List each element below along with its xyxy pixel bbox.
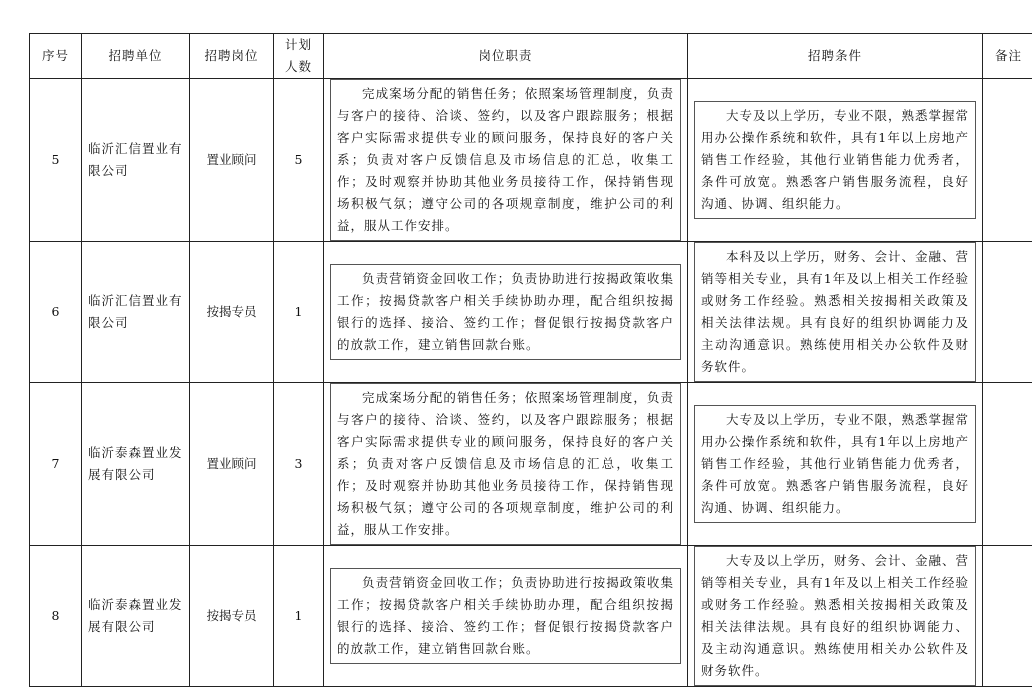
row-count: 1	[274, 546, 324, 687]
row-unit: 临沂泰森置业发展有限公司	[82, 383, 190, 546]
table-row	[30, 79, 1032, 242]
row-no: 6	[30, 242, 82, 383]
row-unit: 临沂汇信置业有限公司	[82, 242, 190, 383]
row-duty-cell	[324, 546, 688, 687]
row-no: 5	[30, 79, 82, 242]
header-unit: 招聘单位	[82, 34, 190, 79]
row-duty-cell	[324, 242, 688, 383]
header-plan: 计划人数	[274, 34, 324, 79]
row-requirements-cell	[688, 546, 983, 687]
row-remark	[983, 79, 1032, 242]
header-requirements: 招聘条件	[688, 34, 983, 79]
table-row	[30, 546, 1032, 687]
row-duty-cell	[324, 383, 688, 546]
recruitment-table	[29, 33, 1032, 687]
row-requirements-cell	[688, 383, 983, 546]
row-no: 7	[30, 383, 82, 546]
table-row	[30, 242, 1032, 383]
row-count: 1	[274, 242, 324, 383]
row-remark	[983, 383, 1032, 546]
header-row	[30, 34, 1032, 79]
row-duty: 完成案场分配的销售任务；依照案场管理制度，负责与客户的接待、洽谈、签约，以及客户跟踪服务；根据客户实际需求提供专业的顾问服务，保持良好的客户关系；负责对客户反馈信息及市场信息的汇总，收集工作；及时观察并协助其他业务员接待工作，保持销售现场积极气氛；遵守公司的各项规章制度，维护公司的利益，服从工作安排。	[337, 387, 674, 541]
row-no: 8	[30, 546, 82, 687]
row-unit: 临沂汇信置业有限公司	[82, 79, 190, 242]
row-position: 置业顾问	[190, 79, 274, 242]
row-requirements-cell	[688, 79, 983, 242]
row-position: 置业顾问	[190, 383, 274, 546]
row-duty: 完成案场分配的销售任务；依照案场管理制度，负责与客户的接待、洽谈、签约，以及客户跟踪服务；根据客户实际需求提供专业的顾问服务，保持良好的客户关系；负责对客户反馈信息及市场信息的汇总，收集工作；及时观察并协助其他业务员接待工作，保持销售现场积极气氛；遵守公司的各项规章制度，维护公司的利益，服从工作安排。	[337, 83, 674, 237]
header-remark: 备注	[983, 34, 1032, 79]
row-duty-cell	[324, 79, 688, 242]
header-position: 招聘岗位	[190, 34, 274, 79]
row-count: 3	[274, 383, 324, 546]
row-requirements-cell	[688, 242, 983, 383]
row-remark	[983, 546, 1032, 687]
row-position: 按揭专员	[190, 242, 274, 383]
row-position: 按揭专员	[190, 546, 274, 687]
row-requirements: 大专及以上学历，专业不限，熟悉掌握常用办公操作系统和软件，具有1年以上房地产销售工作经验，其他行业销售能力优秀者，条件可放宽。熟悉客户销售服务流程，良好沟通、协调、组织能力。	[701, 105, 969, 215]
header-no: 序号	[30, 34, 82, 79]
row-requirements: 大专及以上学历，财务、会计、金融、营销等相关专业，具有1年及以上相关工作经验或财务工作经验。熟悉相关按揭相关政策及相关法律法规。具有良好的组织协调能力、及主动沟通意识。熟练使用相关办公软件及财务软件。	[701, 550, 969, 682]
row-unit: 临沂泰森置业发展有限公司	[82, 546, 190, 687]
row-requirements: 大专及以上学历，专业不限，熟悉掌握常用办公操作系统和软件，具有1年以上房地产销售工作经验，其他行业销售能力优秀者，条件可放宽。熟悉客户销售服务流程，良好沟通、协调、组织能力。	[701, 409, 969, 519]
table-row	[30, 383, 1032, 546]
row-duty: 负责营销资金回收工作；负责协助进行按揭政策收集工作；按揭贷款客户相关手续协助办理，配合组织按揭银行的选择、接洽、签约工作；督促银行按揭贷款客户的放款工作，建立销售回款台账。	[337, 268, 674, 356]
row-remark	[983, 242, 1032, 383]
row-count: 5	[274, 79, 324, 242]
header-duty: 岗位职责	[324, 34, 688, 79]
row-requirements: 本科及以上学历，财务、会计、金融、营销等相关专业，具有1年及以上相关工作经验或财务工作经验。熟悉相关按揭相关政策及相关法律法规。具有良好的组织协调能力及主动沟通意识。熟练使用相关办公软件及财务软件。	[701, 246, 969, 378]
row-duty: 负责营销资金回收工作；负责协助进行按揭政策收集工作；按揭贷款客户相关手续协助办理，配合组织按揭银行的选择、接洽、签约工作；督促银行按揭贷款客户的放款工作，建立销售回款台账。	[337, 572, 674, 660]
